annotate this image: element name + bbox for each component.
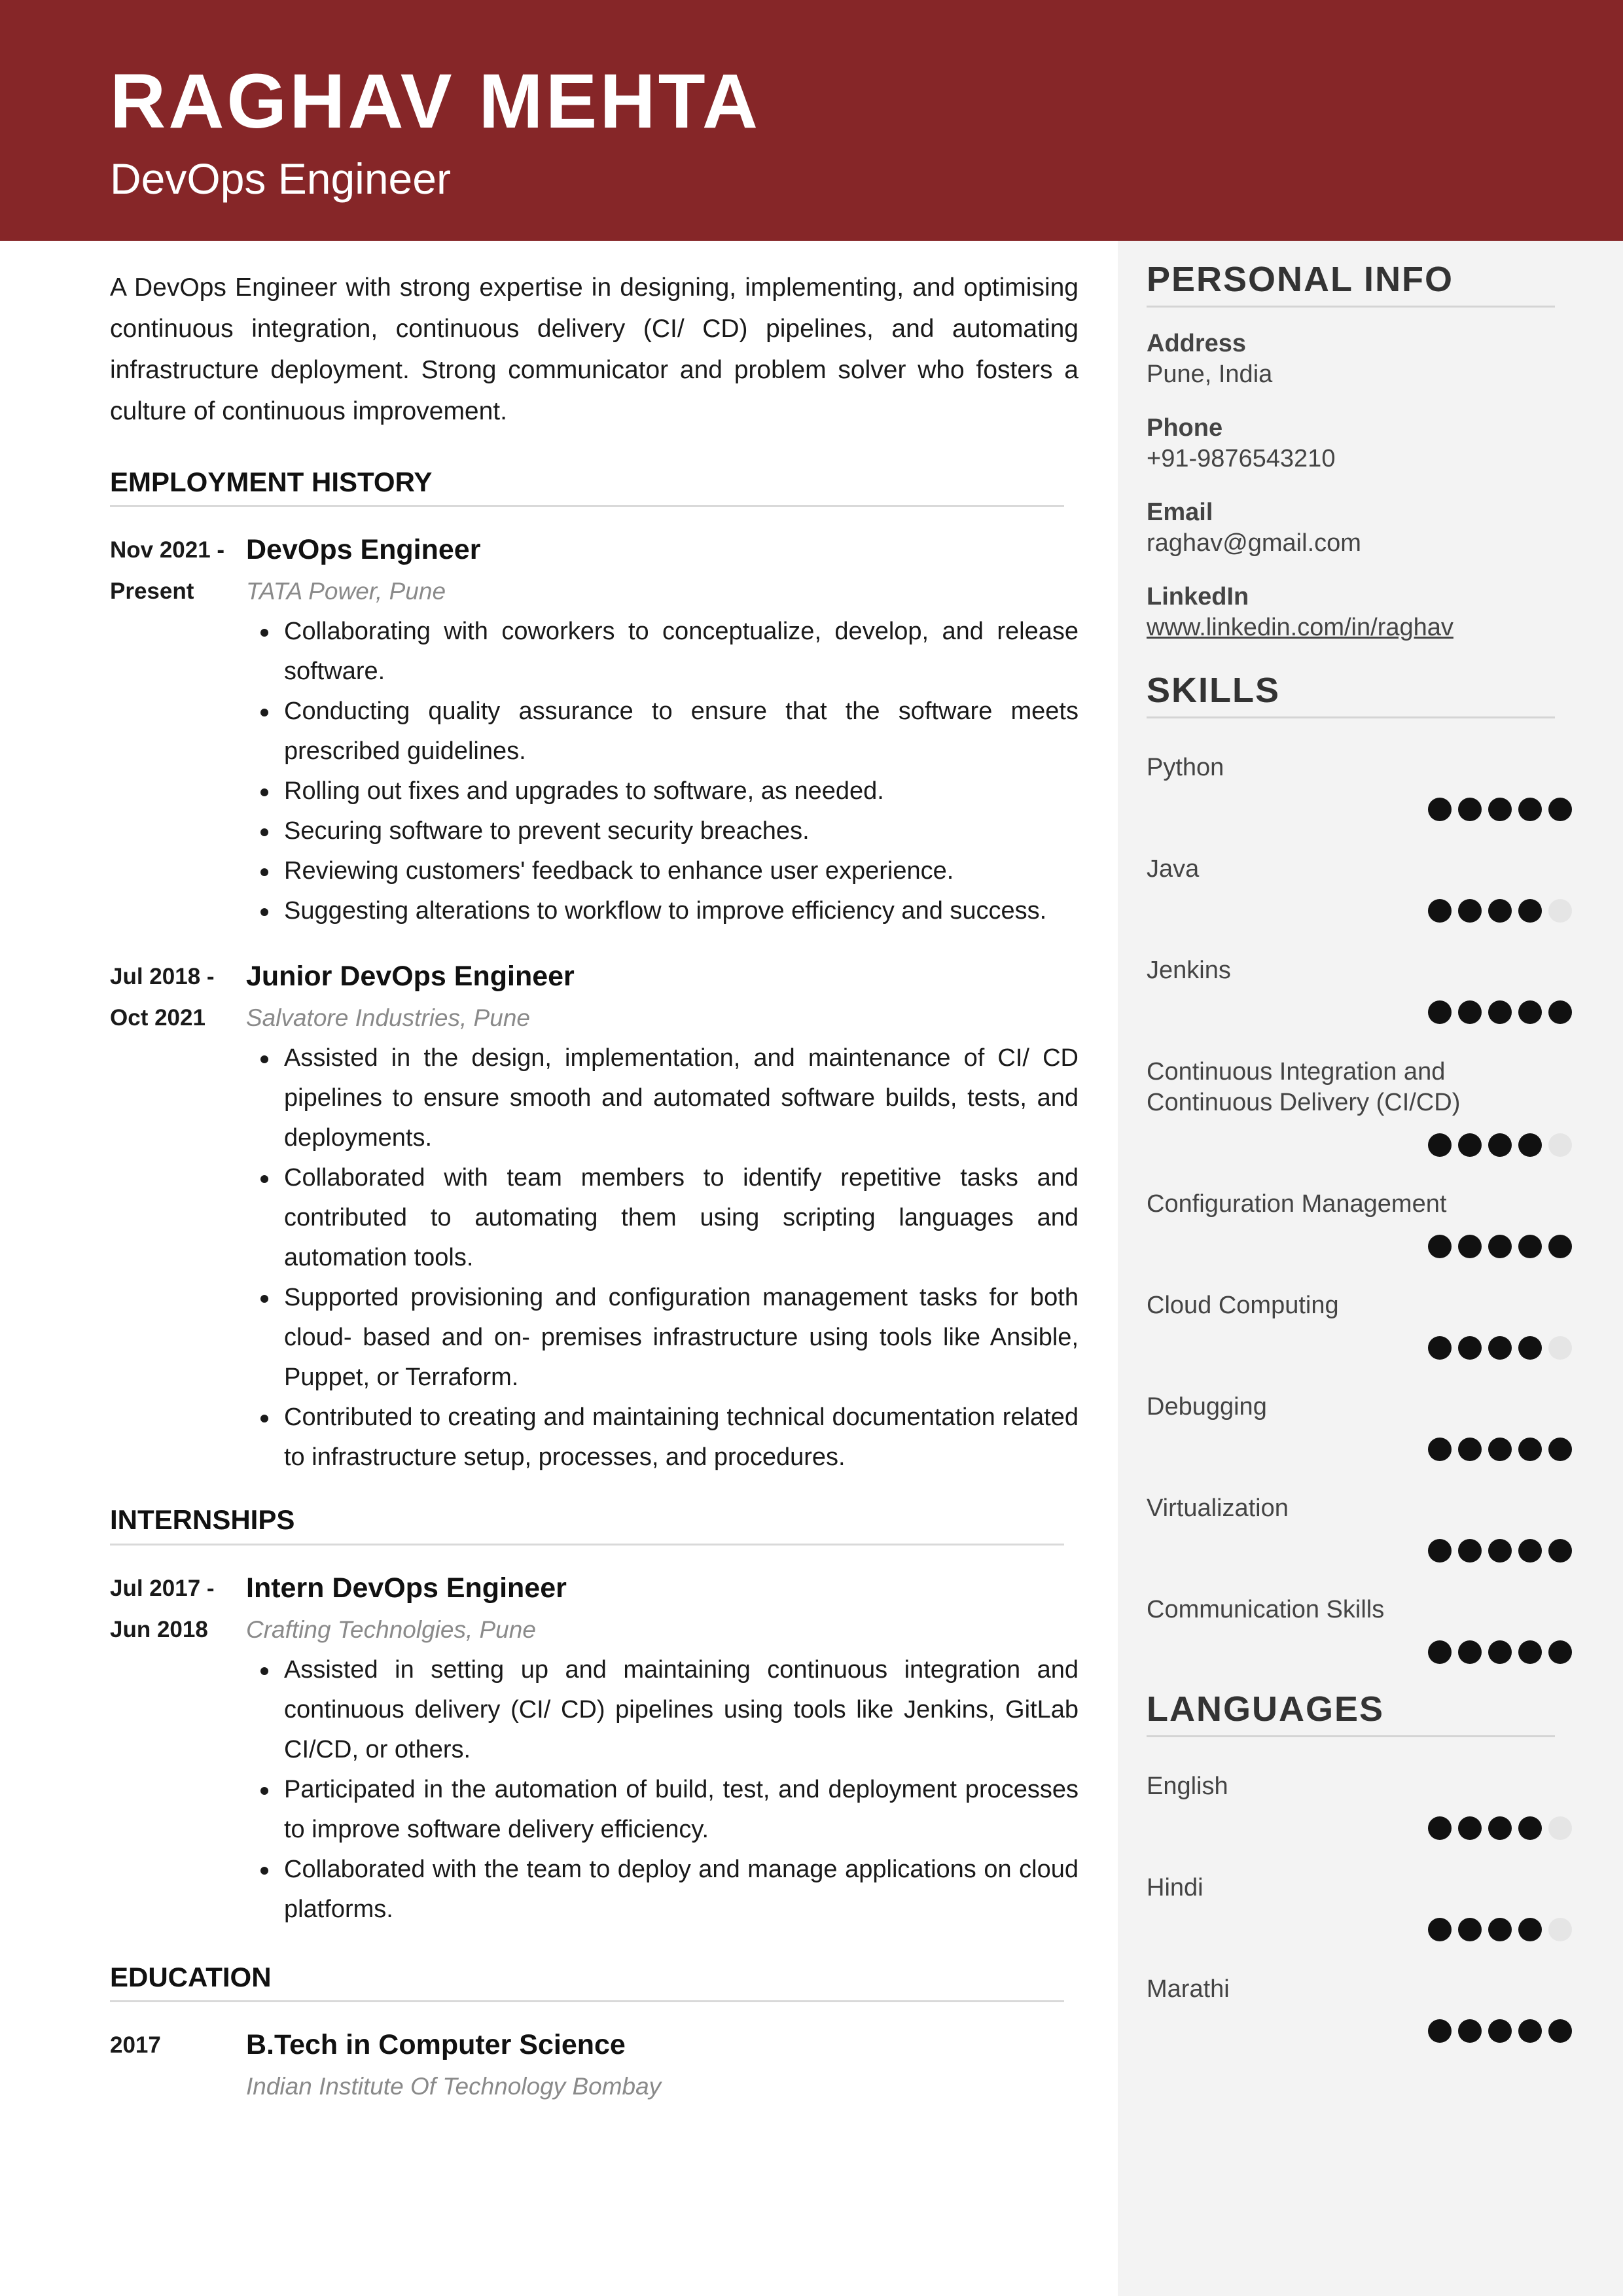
- rating-dot-filled: [1518, 2019, 1542, 2043]
- info-label: Email: [1147, 499, 1213, 526]
- language-item-name: Marathi: [1147, 1975, 1230, 2003]
- rating-dot-filled: [1518, 1000, 1542, 1024]
- rating-dots: [1428, 1133, 1572, 1157]
- rating-dot-filled: [1518, 1640, 1542, 1664]
- rating-dots: [1428, 1918, 1572, 1941]
- rating-dot-filled: [1548, 1539, 1572, 1563]
- skill-item-name: Continuous Integration and Continuous Delivery (CI/CD): [1147, 1058, 1461, 1116]
- rating-dots: [1428, 1438, 1572, 1461]
- rating-dot-filled: [1518, 899, 1542, 923]
- rating-dots: [1428, 1235, 1572, 1258]
- bullet-item: Reviewing customers' feedback to enhance user experience.: [246, 851, 1079, 891]
- info-value: +91-9876543210: [1147, 445, 1336, 472]
- rating-dot-filled: [1428, 1816, 1452, 1840]
- job-date-start: Nov 2021 -: [110, 537, 225, 563]
- job-bullets: [246, 1038, 1079, 1477]
- rating-dot-filled: [1488, 1000, 1512, 1024]
- rating-dot-filled: [1518, 798, 1542, 821]
- skill-item: [1147, 1493, 1572, 1524]
- rating-dot-filled: [1458, 1336, 1482, 1360]
- skill-item: [1147, 1057, 1572, 1118]
- job-date-end: Present: [110, 578, 194, 605]
- skill-item-name: Java: [1147, 855, 1200, 883]
- linkedin-link[interactable]: www.linkedin.com/in/raghav: [1147, 614, 1454, 641]
- rating-dot-filled: [1428, 1640, 1452, 1664]
- info-label: LinkedIn: [1147, 583, 1249, 610]
- rating-dot-filled: [1488, 899, 1512, 923]
- info-linkedin: [1147, 582, 1552, 643]
- resume-header: [0, 0, 1623, 241]
- candidate-role: DevOps Engineer: [110, 154, 451, 203]
- rating-dot-filled: [1458, 1816, 1482, 1840]
- rating-dot-filled: [1488, 1640, 1512, 1664]
- language-item-name: English: [1147, 1773, 1228, 1800]
- rating-dots: [1428, 1000, 1572, 1024]
- rating-dot-filled: [1428, 1133, 1452, 1157]
- rating-dot-filled: [1548, 2019, 1572, 2043]
- rating-dots: [1428, 899, 1572, 923]
- bullet-item: Collaborating with coworkers to conceptualize, develop, and release software.: [246, 612, 1079, 692]
- bullet-item: Conducting quality assurance to ensure that the software meets prescribed guidelines.: [246, 692, 1079, 771]
- education-entry: [110, 2024, 1079, 2107]
- main-column: [110, 267, 1079, 2107]
- section-title-skills: SKILLS: [1147, 671, 1555, 718]
- rating-dot-filled: [1488, 1133, 1512, 1157]
- rating-dot-filled: [1518, 1816, 1542, 1840]
- rating-dot-filled: [1548, 1235, 1572, 1258]
- info-phone: [1147, 413, 1552, 474]
- rating-dot-filled: [1518, 1235, 1542, 1258]
- rating-dot-filled: [1488, 1816, 1512, 1840]
- education-date: 2017: [110, 2032, 161, 2058]
- rating-dot-filled: [1428, 1539, 1452, 1563]
- skill-item-name: Communication Skills: [1147, 1596, 1385, 1623]
- section-title-employment: EMPLOYMENT HISTORY: [110, 466, 1064, 507]
- job-bullets: [246, 612, 1079, 931]
- rating-dot-filled: [1458, 2019, 1482, 2043]
- job-entry: [110, 529, 1079, 931]
- education-degree: B.Tech in Computer Science: [246, 2029, 626, 2061]
- job-dates: [110, 529, 246, 931]
- skill-item: [1147, 854, 1572, 885]
- skill-item: [1147, 1595, 1572, 1625]
- job-date-end: Oct 2021: [110, 1005, 205, 1031]
- internship-date-start: Jul 2017 -: [110, 1575, 215, 1601]
- bullet-item: Contributed to creating and maintaining technical documentation related to infrastructure setup, processes, and procedures.: [246, 1398, 1079, 1477]
- rating-dot-filled: [1458, 1640, 1482, 1664]
- rating-dot-filled: [1458, 1235, 1482, 1258]
- bullet-item: Suggesting alterations to workflow to improve efficiency and success.: [246, 891, 1079, 931]
- job-org: TATA Power, Pune: [246, 578, 446, 605]
- skill-item: [1147, 1392, 1572, 1422]
- rating-dot-filled: [1548, 1640, 1572, 1664]
- rating-dot-filled: [1428, 1918, 1452, 1941]
- info-value: Pune, India: [1147, 361, 1273, 388]
- rating-dot-empty: [1548, 899, 1572, 923]
- job-org: Salvatore Industries, Pune: [246, 1004, 530, 1032]
- rating-dot-empty: [1548, 1816, 1572, 1840]
- internship-dates: [110, 1568, 246, 1930]
- education-school: Indian Institute Of Technology Bombay: [246, 2073, 662, 2100]
- rating-dot-filled: [1458, 899, 1482, 923]
- skill-item-name: Debugging: [1147, 1393, 1267, 1421]
- rating-dot-filled: [1428, 1336, 1452, 1360]
- skill-item-name: Configuration Management: [1147, 1190, 1447, 1218]
- rating-dots: [1428, 1539, 1572, 1563]
- internship-bullets: [246, 1650, 1079, 1930]
- rating-dot-filled: [1458, 1438, 1482, 1461]
- info-value: raghav@gmail.com: [1147, 529, 1361, 557]
- rating-dot-filled: [1518, 1438, 1542, 1461]
- skill-item: [1147, 1189, 1572, 1220]
- rating-dot-filled: [1548, 1000, 1572, 1024]
- info-email: [1147, 497, 1552, 559]
- internship-title: Intern DevOps Engineer: [246, 1572, 567, 1604]
- rating-dot-filled: [1518, 1336, 1542, 1360]
- bullet-item: Participated in the automation of build, test, and deployment processes to improve software delivery efficiency.: [246, 1770, 1079, 1850]
- rating-dot-filled: [1488, 1918, 1512, 1941]
- skill-item-name: Cloud Computing: [1147, 1292, 1339, 1319]
- rating-dots: [1428, 798, 1572, 821]
- skill-item: [1147, 752, 1572, 783]
- rating-dot-filled: [1548, 1438, 1572, 1461]
- rating-dot-empty: [1548, 1336, 1572, 1360]
- job-dates: [110, 956, 246, 1477]
- rating-dot-filled: [1548, 798, 1572, 821]
- language-item-name: Hindi: [1147, 1874, 1204, 1901]
- rating-dot-filled: [1488, 2019, 1512, 2043]
- bullet-item: Assisted in the design, implementation, and maintenance of CI/ CD pipelines to ensure smooth and automated software builds, tests, and deployments.: [246, 1038, 1079, 1158]
- rating-dot-filled: [1488, 1438, 1512, 1461]
- rating-dot-filled: [1458, 1000, 1482, 1024]
- rating-dot-filled: [1428, 2019, 1452, 2043]
- rating-dot-filled: [1518, 1918, 1542, 1941]
- rating-dot-filled: [1488, 1235, 1512, 1258]
- candidate-name: RAGHAV MEHTA: [110, 58, 761, 145]
- rating-dot-empty: [1548, 1918, 1572, 1941]
- section-title-languages: LANGUAGES: [1147, 1690, 1555, 1737]
- language-item: [1147, 1873, 1572, 1903]
- rating-dots: [1428, 2019, 1572, 2043]
- rating-dot-empty: [1548, 1133, 1572, 1157]
- job-date-start: Jul 2018 -: [110, 964, 215, 990]
- rating-dots: [1428, 1640, 1572, 1664]
- rating-dot-filled: [1428, 1235, 1452, 1258]
- rating-dot-filled: [1428, 798, 1452, 821]
- rating-dot-filled: [1428, 1000, 1452, 1024]
- bullet-item: Assisted in setting up and maintaining continuous integration and continuous delivery (CI/ CD) pipelines using tools like Jenkins, GitLab CI/CD, or others.: [246, 1650, 1079, 1770]
- rating-dot-filled: [1518, 1539, 1542, 1563]
- rating-dot-filled: [1428, 1438, 1452, 1461]
- rating-dot-filled: [1428, 899, 1452, 923]
- bullet-item: Rolling out fixes and upgrades to software, as needed.: [246, 771, 1079, 811]
- profile-summary: A DevOps Engineer with strong expertise in designing, implementing, and optimising continuous integration, continuous delivery (CI/ CD) pipelines, and automating infrastructure deployment. Strong communicator and problem solver who fosters a culture of continuous improvement.: [110, 274, 1079, 425]
- rating-dot-filled: [1458, 1539, 1482, 1563]
- skill-item-name: Virtualization: [1147, 1494, 1289, 1522]
- rating-dot-filled: [1488, 1539, 1512, 1563]
- internship-entry: [110, 1568, 1079, 1930]
- rating-dot-filled: [1488, 798, 1512, 821]
- internship-org: Crafting Technolgies, Pune: [246, 1616, 536, 1643]
- info-label: Address: [1147, 330, 1247, 357]
- bullet-item: Securing software to prevent security breaches.: [246, 811, 1079, 851]
- job-entry: [110, 956, 1079, 1477]
- language-item: [1147, 1974, 1572, 2005]
- language-item: [1147, 1771, 1572, 1802]
- job-title: DevOps Engineer: [246, 534, 481, 566]
- rating-dots: [1428, 1816, 1572, 1840]
- bullet-item: Supported provisioning and configuration management tasks for both cloud- based and on- premises infrastructure using tools like Ansible, Puppet, or Terraform.: [246, 1278, 1079, 1398]
- skill-item-name: Python: [1147, 754, 1224, 781]
- skill-item: [1147, 955, 1572, 986]
- info-label: Phone: [1147, 414, 1223, 442]
- rating-dot-filled: [1488, 1336, 1512, 1360]
- rating-dots: [1428, 1336, 1572, 1360]
- skill-item-name: Jenkins: [1147, 957, 1231, 984]
- bullet-item: Collaborated with the team to deploy and manage applications on cloud platforms.: [246, 1850, 1079, 1930]
- skill-item: [1147, 1290, 1572, 1321]
- rating-dot-filled: [1458, 1918, 1482, 1941]
- rating-dot-filled: [1518, 1133, 1542, 1157]
- rating-dot-filled: [1458, 1133, 1482, 1157]
- info-address: [1147, 328, 1552, 390]
- job-title: Junior DevOps Engineer: [246, 961, 575, 993]
- internship-date-end: Jun 2018: [110, 1616, 208, 1642]
- section-title-education: EDUCATION: [110, 1961, 1064, 2002]
- section-title-internships: INTERNSHIPS: [110, 1504, 1064, 1545]
- section-title-personal-info: PERSONAL INFO: [1147, 260, 1555, 308]
- bullet-item: Collaborated with team members to identify repetitive tasks and contributed to automating them using scripting languages and automation tools.: [246, 1158, 1079, 1278]
- rating-dot-filled: [1458, 798, 1482, 821]
